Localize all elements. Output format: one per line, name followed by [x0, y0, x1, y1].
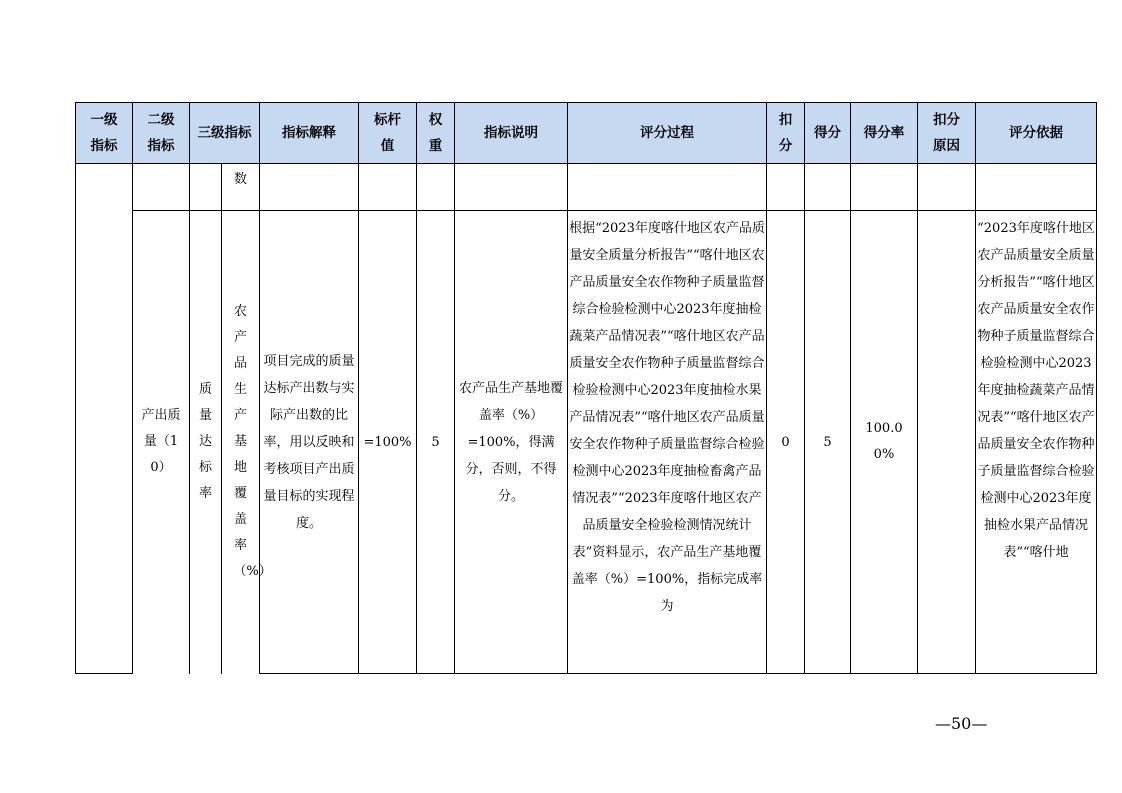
header-process: 评分过程 — [568, 103, 767, 164]
carry-basis-cell — [976, 164, 1097, 211]
table-row — [76, 211, 1097, 674]
carry-level2-cell — [133, 164, 190, 211]
header-level1: 一级指标 — [76, 103, 133, 164]
header-rate: 得分率 — [851, 103, 918, 164]
reason-cell — [918, 211, 976, 674]
header-deduction: 扣分 — [767, 103, 805, 164]
carry-reason-cell — [918, 164, 976, 211]
benchmark-cell: =100% — [359, 211, 417, 674]
header-level2: 二级指标 — [133, 103, 190, 164]
carry-weight-cell — [417, 164, 455, 211]
basis-cell — [976, 211, 1097, 674]
header-benchmark: 标杆值 — [359, 103, 417, 164]
weight-cell: 5 — [417, 211, 455, 674]
carry-explanation-cell — [260, 164, 359, 211]
header-reason: 扣分原因 — [918, 103, 976, 164]
process-text: 根据“2023年度喀什地区农产品质量安全质量分析报告”“喀什地区农产品质量安全农作物种子质量监督综合检验检测中心2023年度抽检蔬菜产品情况表”“喀什地区农产品质量安全农作物种子质量监督综合检验检测中心2023年度抽检水果产品情况表”“喀什地区农产品质量安全农作物种子质量监督综合检验检测中心2023年度抽检畜禽产品情况表”“2023年度喀什地区农产品质量安全检验检测情况统计表”资料显示，农产品生产基地覆盖率（%）=100%，指标完成率为 — [569, 221, 765, 614]
carry-over-row — [76, 164, 1097, 211]
header-description: 指标说明 — [455, 103, 568, 164]
explanation-cell: 项目完成的质量达标产出数与实际产出数的比率，用以反映和考核项目产出质量目标的实现程度。 — [260, 211, 359, 674]
basis-text: “2023年度喀什地区农产品质量安全质量分析报告”“喀什地区农产品质量安全农作物种子质量监督综合检验检测中心2023年度抽检蔬菜产品情况表”“喀什地区农产品质量安全农作物种子质量监督综合检验检测中心2023年度抽检水果产品情况表”“喀什地 — [977, 221, 1095, 560]
level2-cell: 产出质量（10） — [133, 211, 190, 674]
carry-rate-cell — [851, 164, 918, 211]
carry-process-cell — [568, 164, 767, 211]
carry-level3-cell: 数 — [222, 164, 260, 211]
level3-group-cell: 质量达标率 — [190, 211, 222, 674]
process-cell — [568, 211, 767, 674]
carry-deduction-cell — [767, 164, 805, 211]
carry-description-cell — [455, 164, 568, 211]
header-level3: 三级指标 — [190, 103, 260, 164]
description-cell: 农产品生产基地覆盖率（%）=100%，得满分，否则，不得分。 — [455, 211, 568, 674]
header-basis: 评分依据 — [976, 103, 1097, 164]
header-score: 得分 — [805, 103, 851, 164]
deduction-cell: 0 — [767, 211, 805, 674]
carry-benchmark-cell — [359, 164, 417, 211]
page-number: —50— — [935, 714, 988, 733]
rate-cell: 100.00% — [851, 211, 918, 674]
evaluation-table — [75, 102, 1097, 674]
score-cell: 5 — [805, 211, 851, 674]
carry-score-cell — [805, 164, 851, 211]
header-weight: 权重 — [417, 103, 455, 164]
header-explanation: 指标解释 — [260, 103, 359, 164]
table-header-row — [76, 103, 1097, 164]
level3-cell: 农产品生产基地覆盖率（%） — [222, 211, 260, 674]
carry-level3-group-cell — [190, 164, 222, 211]
level1-cell — [76, 164, 133, 674]
